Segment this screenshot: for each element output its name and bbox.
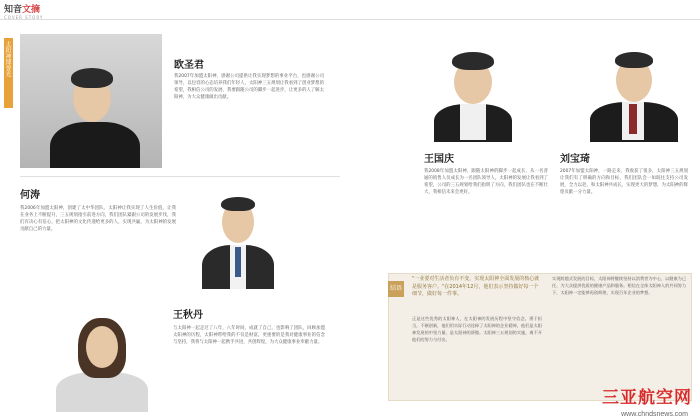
portrait-photo <box>48 300 156 412</box>
magazine-logo <box>4 2 52 20</box>
site-url: www.chndsnews.com <box>621 411 688 418</box>
portrait-photo <box>20 34 162 168</box>
ribbon-text: 太阳神博誉光 <box>4 41 11 77</box>
portrait-photo <box>582 38 686 142</box>
person-name: 刘宝琦 <box>560 154 590 165</box>
person-bio: 与太阳神一起走过了八年，八年时间，成就了自己，也影响了团队，回顾加盟太阳神的历程，太阳神带给我的不仅是财富，更重要的是我对健康事业的信念与坚持，我将与太阳神一起携手共进，共创辉煌，为大众健康事业奉献力量。 <box>173 326 325 346</box>
brand-subtitle: COVER STORY <box>4 15 44 20</box>
brand-main: 知音 <box>4 5 23 15</box>
section-ribbon <box>4 38 13 108</box>
portrait-photo <box>424 34 522 142</box>
person-bio: 2007年加盟太阳神，一路走来，我收获了很多，太阳神三五规划让我们有了明确的方向和目标，我们团队会一如既往支持公司发展，全力以赴，和太阳神共成长，实现更大的梦想，为太阳神的辉煌贡献一分力量。 <box>560 169 688 196</box>
person-bio: 我2006年加盟太阳神，创建了太中华团队，太阳神让我实现了人生价值，让我在业务上不断提升，三五规划指引前进方向，我们团队紧跟公司的发展步伐，我们有决心有信心，把太阳神的文化传递给更多的人，实现共赢，为太阳神的发展贡献自己的力量。 <box>20 206 176 233</box>
portrait-photo <box>192 183 284 289</box>
person-name: 王国庆 <box>424 154 454 165</box>
person-name: 欧圣君 <box>174 60 204 71</box>
person-bio: 我2007年加盟太阳神，感谢公司提供让我实现梦想的事业平台，也感谢公司领导，以包容的心态培养我们年轻人，太阳神三五规划让我看到了创业梦想的希望，我相信公司的发展，我要跟随公司的脚步一起进步，让更多的人了解太阳神，为大众健康做出贡献。 <box>174 74 324 101</box>
closing-label: 结语 <box>388 281 404 297</box>
closing-column-right: 实现跨越式发展的目标，太阳神将继续坚持以消费者为中心，以健康为己任，为大众提供优质的健康产品和服务。相信在全体太阳神人的共同努力下，太阳神一定能够再创辉煌，实现百年企业的梦想。 <box>552 276 687 295</box>
closing-column-left: 正是这些优秀的太阳神人，在太阳神的发展历程中坚守信念，勇于担当，不断创新，他们用实际行动诠释了太阳神的企业精神，他们是太阳神发展的中坚力量，是太阳神的骄傲。太阳神三五规划的实施，离不开他们的努力与付出。 <box>412 316 542 342</box>
section-divider <box>20 176 340 177</box>
person-name: 何涛 <box>20 190 40 201</box>
closing-lead: "一业要对生活者负有不变，实现太阳神全面发展的核心就是服务客户。"在2014年12月，他们表示坚持做好每一个细节，做好每一件事。 <box>412 276 540 298</box>
person-name: 王秋丹 <box>173 310 203 321</box>
page-header <box>0 0 700 20</box>
site-watermark: 三亚航空网 <box>602 388 692 408</box>
person-bio: 我2008年加盟太阳神，跟随太阳神的脚步一起成长，从一名普通的销售人员成长为一名团队领导人，太阳神的发展让我看到了希望，公司的三五规划给我们指明了方向，我们团队也在不断壮大，我相信未来会更好。 <box>424 169 548 196</box>
brand-accent: 文摘 <box>22 5 41 15</box>
